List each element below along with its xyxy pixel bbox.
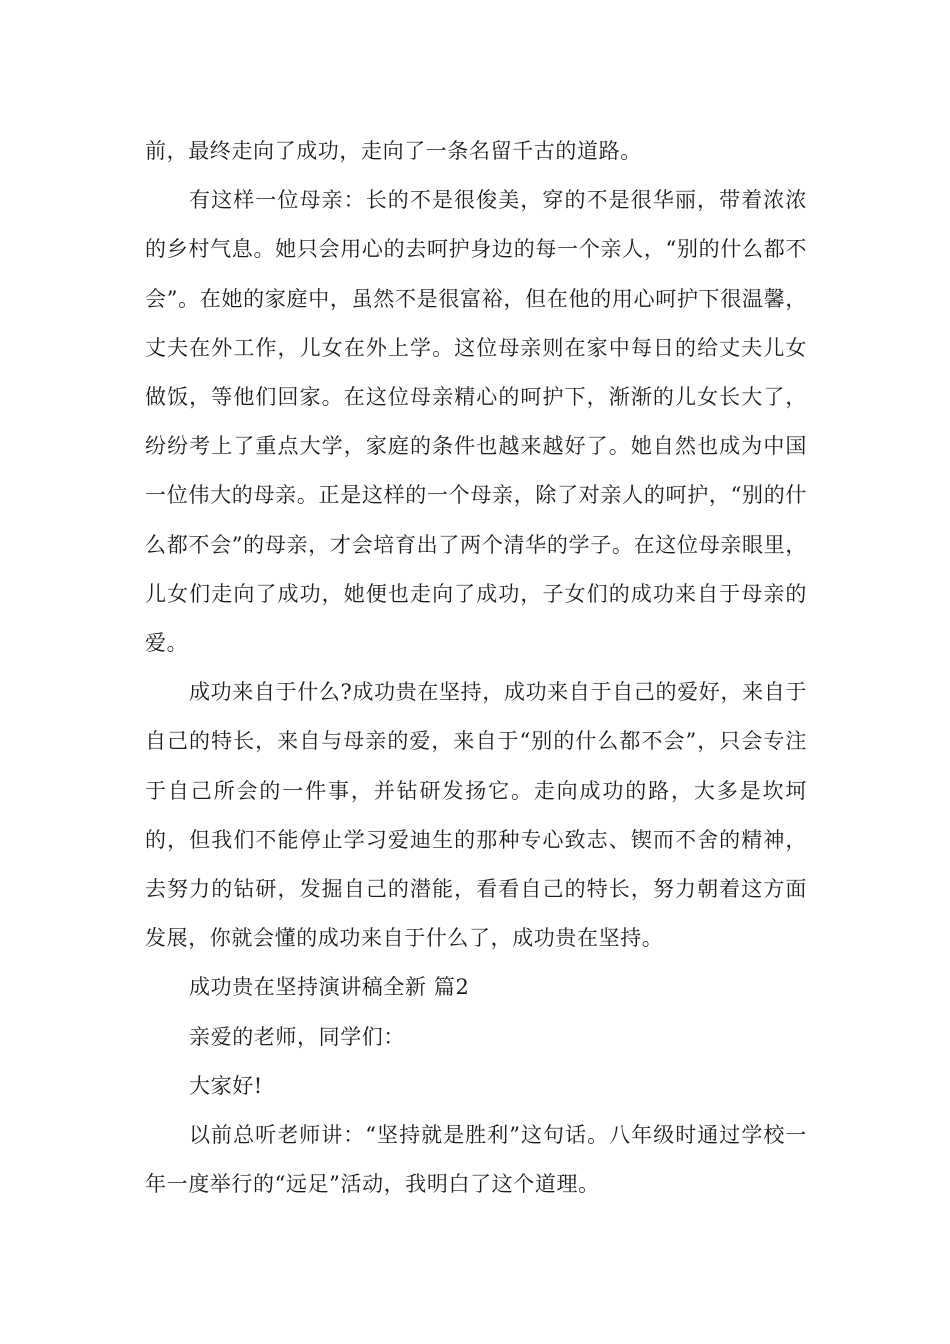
- paragraph-3: 成功来自于什么?成功贵在坚持，成功来自于自己的爱好，来自于自己的特长，来自与母亲的爱，来自于“别的什么都不会”，只会专注于自己所会的一件事，并钻研发扬它。走向成功的路，大多是坎坷的，但我们不能停止学习爱迪生的那种专心致志、锲而不舍的精神，去努力的钻研，发掘自己的潜能，看看自己的特长，努力朝着这方面发展，你就会懂的成功来自于什么了，成功贵在坚持。: [145, 680, 807, 951]
- paragraph-4: 以前总听老师讲：“坚持就是胜利”这句话。八年级时通过学校一年一度举行的“远足”活动，我明白了这个道理。: [145, 1123, 807, 1197]
- document-body: [145, 127, 807, 1209]
- paragraph-1: 前，最终走向了成功，走向了一条名留千古的道路。: [145, 139, 642, 163]
- paragraph-2: 有这样一位母亲：长的不是很俊美，穿的不是很华丽，带着浓浓的乡村气息。她只会用心的去呵护身边的每一个亲人，“别的什么都不会”。在她的家庭中，虽然不是很富裕，但在他的用心呵护下很温馨，丈夫在外工作，儿女在外上学。这位母亲则在家中每日的给丈夫儿女做饭，等他们回家。在这位母亲精心的呵护下，渐渐的儿女长大了，纷纷考上了重点大学，家庭的条件也越来越好了。她自然也成为中国一位伟大的母亲。正是这样的一个母亲，除了对亲人的呵护，“别的什么都不会”的母亲，才会培育出了两个清华的学子。在这位母亲眼里，儿女们走向了成功，她便也走向了成功，子女们的成功来自于母亲的爱。: [145, 188, 807, 656]
- greeting: 大家好!: [189, 1073, 263, 1098]
- salutation: 亲爱的老师，同学们：: [189, 1024, 405, 1049]
- section-heading: 成功贵在坚持演讲稿全新 篇2: [189, 975, 470, 1000]
